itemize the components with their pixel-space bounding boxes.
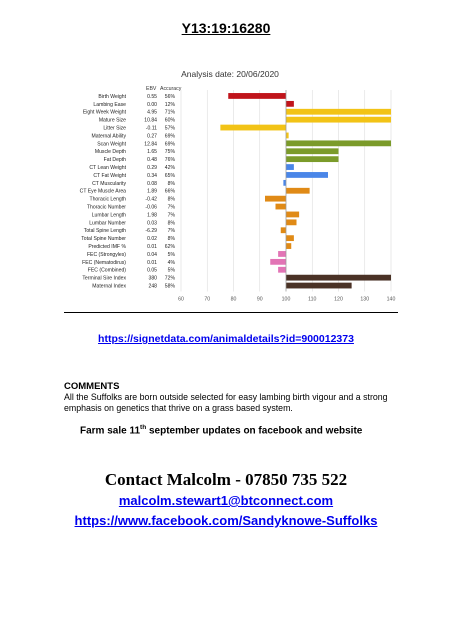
trait-label: Litter Size (103, 125, 126, 132)
ebv-value: 0.34 (147, 172, 157, 179)
trait-label: FEC (Nematodirus) (82, 259, 126, 266)
bar (265, 196, 286, 202)
bar (286, 148, 339, 154)
farm-sale-note (80, 424, 362, 436)
bar (286, 243, 291, 249)
ebv-value: -6.29 (145, 228, 157, 235)
trait-label: Mature Size (98, 117, 126, 124)
bar (270, 259, 286, 265)
page-title: Y13:19:16280 (181, 20, 271, 36)
trait-label: CT Lean Weight (89, 164, 126, 171)
chart-title: Analysis date: 20/06/2020 (181, 69, 279, 79)
ebv-value: 0.01 (147, 259, 157, 266)
sale-text-pre: Farm sale 11 (80, 425, 141, 437)
bar (286, 172, 328, 178)
ebv-value: 0.03 (147, 220, 157, 227)
accuracy-value: 8% (167, 180, 175, 187)
trait-label: Predicted IMF % (88, 243, 126, 250)
ebv-value: 0.48 (147, 157, 157, 164)
column-header-accuracy: Accuracy (160, 86, 182, 92)
ebv-value: 0.05 (147, 267, 157, 274)
x-tick-label: 140 (386, 296, 396, 303)
accuracy-value: 7% (167, 204, 175, 211)
accuracy-value: 5% (167, 251, 175, 258)
trait-label: Maternal Ability (91, 133, 126, 140)
comments-heading: COMMENTS (64, 381, 120, 392)
ebv-value: 1.98 (147, 212, 157, 219)
x-tick-label: 70 (204, 296, 211, 303)
accuracy-value: 4% (167, 259, 175, 266)
accuracy-value: 69% (164, 133, 175, 140)
bar (220, 125, 286, 131)
accuracy-value: 7% (167, 228, 175, 235)
ebv-value: 4.95 (147, 109, 157, 116)
x-tick-label: 100 (281, 296, 291, 303)
accuracy-value: 65% (164, 172, 175, 179)
column-header-ebv: EBV (146, 86, 157, 92)
bar (228, 93, 286, 99)
x-tick-label: 130 (360, 296, 370, 303)
trait-label: Thoracic Length (89, 196, 126, 203)
ebv-value: -0.06 (145, 204, 157, 211)
bar (286, 101, 294, 107)
contact-line: Contact Malcolm - 07850 735 522 (104, 470, 348, 489)
bar (278, 267, 286, 273)
trait-label: Thoracic Number (86, 204, 126, 211)
ebv-value: 10.84 (144, 117, 157, 124)
trait-label: Fat Depth (103, 157, 126, 164)
accuracy-value: 57% (164, 125, 175, 132)
trait-label: FEC (Strongyles) (86, 251, 126, 258)
bar (286, 117, 391, 123)
accuracy-value: 66% (164, 188, 175, 195)
trait-label: Terminal Sire Index (82, 275, 126, 282)
accuracy-value: 62% (164, 243, 175, 250)
ebv-value: 0.29 (147, 164, 157, 171)
accuracy-value: 76% (164, 157, 175, 164)
x-tick-label: 60 (178, 296, 184, 303)
bar (286, 133, 289, 139)
bar (281, 227, 286, 233)
ebv-value: 0.27 (147, 133, 157, 140)
ebv-value: 248 (148, 283, 157, 290)
trait-label: CT Muscularity (92, 180, 126, 187)
trait-label: Lambing Ease (93, 101, 126, 108)
x-tick-label: 80 (230, 296, 237, 303)
bar (286, 283, 352, 289)
accuracy-value: 8% (167, 196, 175, 203)
bar (286, 109, 391, 115)
accuracy-value: 71% (164, 109, 175, 116)
bar (283, 180, 286, 186)
accuracy-value: 8% (167, 236, 175, 243)
facebook-link[interactable]: https://www.facebook.com/Sandyknowe-Suffolks (74, 513, 378, 528)
accuracy-value: 69% (164, 141, 175, 148)
accuracy-value: 72% (164, 275, 175, 282)
accuracy-value: 75% (164, 149, 175, 156)
bar (286, 235, 294, 241)
bar (278, 251, 286, 257)
trait-label: Total Spine Length (83, 228, 126, 235)
accuracy-value: 5% (167, 267, 175, 274)
bar (276, 204, 287, 210)
bar (286, 212, 299, 218)
ebv-value: 0.00 (147, 101, 157, 108)
ebv-value: 380 (148, 275, 157, 282)
trait-label: Total Spine Number (81, 236, 126, 243)
accuracy-value: 58% (164, 283, 175, 290)
ebv-value: 12.84 (144, 141, 157, 148)
trait-label: Lumbar Length (91, 212, 126, 219)
trait-label: CT Eye Muscle Area (79, 188, 126, 195)
sale-text-post: september updates on facebook and website (146, 425, 363, 437)
bar (286, 156, 339, 162)
trait-label: CT Fat Weight (93, 172, 126, 179)
horizontal-divider (64, 312, 398, 313)
bar (286, 164, 294, 170)
trait-label: FEC (Combined) (87, 267, 126, 274)
trait-label: Eight Week Weight (82, 109, 126, 116)
accuracy-value: 60% (164, 117, 175, 124)
accuracy-value: 8% (167, 220, 175, 227)
accuracy-value: 42% (164, 164, 175, 171)
trait-label: Lumbar Number (89, 220, 126, 227)
accuracy-value: 56% (164, 93, 175, 100)
ebv-value: 0.02 (147, 236, 157, 243)
ebv-value: 0.08 (147, 180, 157, 187)
trait-label: Maternal Index (92, 283, 126, 290)
email-link[interactable]: malcolm.stewart1@btconnect.com (118, 493, 334, 508)
trait-label: Scan Weight (97, 141, 126, 148)
ebv-value: 1.65 (147, 149, 157, 156)
ebv-value: 1.89 (147, 188, 157, 195)
trait-label: Birth Weight (98, 93, 126, 100)
bar (286, 188, 310, 194)
accuracy-value: 12% (164, 101, 175, 108)
signet-link[interactable]: https://signetdata.com/animaldetails?id=900012373 (98, 333, 354, 345)
ebv-value: -0.11 (145, 125, 157, 132)
comments-text: All the Suffolks are born outside selected for easy lambing birth vigour and a strong emphasis on genetics that thrive on a grass based system. (64, 392, 388, 413)
ebv-value: 0.01 (147, 243, 157, 250)
ebv-value: -0.42 (145, 196, 157, 203)
bar (286, 275, 391, 281)
bar (286, 140, 391, 146)
ebv-bar-chart (0, 0, 452, 310)
ebv-value: 0.55 (147, 93, 157, 100)
accuracy-value: 7% (167, 212, 175, 219)
sale-ordinal-suffix: th (140, 424, 147, 431)
bar (286, 219, 297, 225)
trait-label: Muscle Depth (94, 149, 126, 156)
ebv-value: 0.04 (147, 251, 157, 258)
x-tick-label: 120 (334, 296, 343, 303)
x-tick-label: 110 (308, 296, 317, 303)
x-tick-label: 90 (256, 296, 263, 303)
